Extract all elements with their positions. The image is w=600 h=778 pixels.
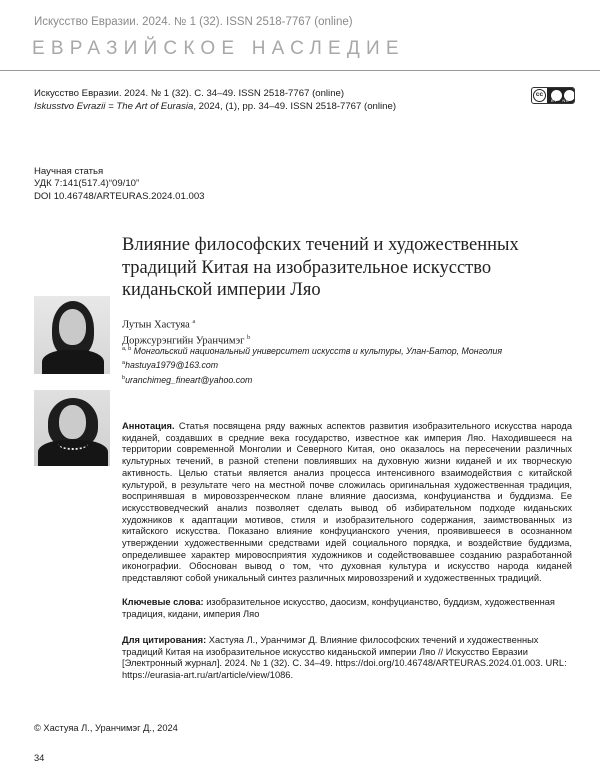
keywords-label: Ключевые слова: xyxy=(122,597,204,607)
email-2-link[interactable]: uranchimeg_fineart@yahoo.com xyxy=(125,374,253,385)
abstract-text: Статья посвящена ряду важных аспектов развития изобразительного искусства народа киданей, создавших в средние века государство, известное как империя Ляо. Находившееся на территории современной Монголии и Северного Китая, оно оказалось на пересечении различных культурных течений, в разной степени повлиявших на духовную жизни киданей и их творческую активность. Целью статьи является анализ процесса интенсивного взаимодействия с китайской культурой, в результате чего на местной почве сложилась оригинальная художественная традиция, воспринявшая в мировоззренческом плане влияние даосизма, конфуцианства и буддизма. Ее искусствоведческий анализ позволяет сделать вывод об избирательном подходе киданьских художников к адаптации мотивов, стиля и изобразительного содержания, заимствованных из китайского искусства. Показано влияние конфуцианского учения, проявившееся в осознанном утверждении художественными средствами идей социального порядка, и воздействие буддизма, определившее характер мировосприятия художников и содействовавшее созданию разработанной иконографии. Обоснован вывод о том, что духовная культура и искусство народа киданей представляют собой уникальный синтез различных мировоззрений и художественных традиций. xyxy=(122,421,572,584)
doi: DOI 10.46748/ARTEURAS.2024.01.003 xyxy=(34,190,205,202)
email-1: $^a$hastuya1979@163.com xyxy=(122,360,219,371)
citation-line-ru: Искусство Евразии. 2024. № 1 (32). С. 34–49. ISSN 2518-7767 (online) xyxy=(34,88,345,99)
article-type: Научная статья xyxy=(34,166,104,177)
keywords xyxy=(122,597,572,620)
abstract xyxy=(122,421,572,585)
email-2: $^b$uranchimeg_fineart@yahoo.com xyxy=(122,374,253,385)
author-photo-2 xyxy=(34,390,110,466)
for-citation-text: Хастуяа Л., Уранчимэг Д. Влияние философских течений и художественных традиций Китая на изобразительное искусство киданьской империи Ляо // Искусство Евразии [Электронный журнал]. 2024. № 1 (32). С. 34–49. https://doi.org/10.46748/ARTEURAS.2024.01.003. URL: https://eurasia-art.ru/art/article/view/1086. xyxy=(122,635,567,681)
running-head: Искусство Евразии. 2024. № 1 (32). ISSN 2518-7767 (online) xyxy=(34,16,353,28)
citation-line-en xyxy=(34,101,396,114)
header-divider xyxy=(0,70,600,71)
page-number: 34 xyxy=(34,753,45,763)
citation-line xyxy=(34,88,396,113)
author-2: Доржсурэнгийн Уранчимэг $^b$ xyxy=(122,335,251,347)
email-1-link[interactable]: hastuya1979@163.com xyxy=(125,360,219,371)
article-title: Влияние философских течений и художественных традиций Китая на изобразительное искусство киданьской империи Ляо xyxy=(122,235,519,300)
cc-logo: cc xyxy=(533,89,546,102)
cc-by-nc-icon[interactable] xyxy=(531,87,575,104)
journal-section-name: ЕВРАЗИЙСКОЕ НАСЛЕДИЕ xyxy=(32,38,405,59)
cc-license-text: BY · NC xyxy=(551,98,570,103)
affiliation: $^{a, b}$ Монгольский национальный университет искусств и культуры, Улан-Батор, Монголия xyxy=(122,345,503,356)
udc-code: УДК 7:141(517.4)“09/10” xyxy=(34,178,140,190)
for-citation xyxy=(122,635,572,682)
article-meta xyxy=(34,166,205,203)
citation-en-title: Iskusstvo Evrazii = The Art of Eurasia xyxy=(34,100,194,112)
abstract-label: Аннотация. xyxy=(122,421,175,431)
affiliation-block xyxy=(122,343,502,386)
author-photo-1 xyxy=(34,296,110,374)
author-1: Лутын Хастуяа $^a$ xyxy=(122,319,196,331)
keywords-text: изобразительное искусство, даосизм, конфуцианство, буддизм, художественная традиция, кидани, империя Ляо xyxy=(122,597,555,619)
for-citation-label: Для цитирования: xyxy=(122,635,207,645)
copyright: © Хастуяа Л., Уранчимэг Д., 2024 xyxy=(34,723,178,733)
citation-en-rest: , 2024, (1), pp. 34–49. ISSN 2518-7767 (online) xyxy=(193,100,397,112)
